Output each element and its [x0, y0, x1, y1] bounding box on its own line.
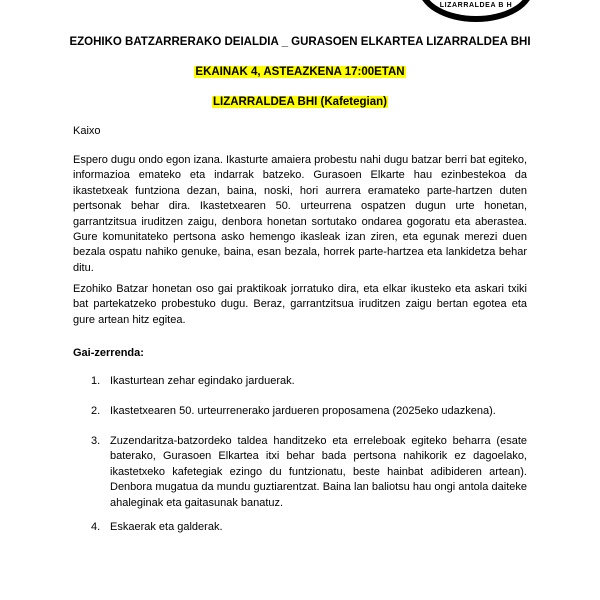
paragraph-intro: Espero dugu ondo egon izana. Ikasturte amaiera probestu nahi dugu batzar berri bat egiteko, informazioa emateko eta indarrak batzeko. Gurasoen Elkarte hau ezinbestekoa da ikastetxeak funtziona dezan, baina, noski, hori aurrera eramateko parte-hartzen duten pertsonak behar dira. Ikastetxearen 50. urteurrena ospatzen dugun urte honetan, garrantzitsua iruditzen zaigu, denbora honetan sortutako ondarea gogoratu eta aberastea. Gure komunitateko pertsona asko hemengo ikasleak izan ziren, eta egunak merezi duen bezala ospatu nahiko genuke, baina, esan bezala, horrek parte-hartzea eta lankidetza behar ditu.	[73, 154, 527, 274]
logo-text: LIZARRALDEA B H	[439, 2, 513, 9]
agenda-item-number: 1.	[91, 375, 101, 387]
paragraph-meeting: Ezohiko Batzar honetan oso gai praktikoak jorratuko dira, eta elkar ikusteko eta askari txiki bat partekatzeko probestuko dugu. Beraz, garrantzitsua iruditzen zaigu bertan egotea eta gure artean hitz egitea.	[73, 283, 527, 326]
agenda-item-text: Ikastetxearen 50. urteurrenerako jardueren proposamena (2025eko udazkena).	[110, 405, 496, 417]
agenda-item	[91, 374, 527, 389]
agenda-item	[91, 434, 527, 511]
document-title: EZOHIKO BATZARRERAKO DEIALDIA _ GURASOEN ELKARTEA LIZARRALDEA BHI	[69, 36, 531, 48]
date-highlight: EKAINAK 4, ASTEAZKENA 17:00ETAN	[195, 66, 405, 78]
agenda-item-text: Ikasturtean zehar egindako jarduerak.	[110, 375, 295, 387]
agenda-item	[91, 520, 527, 535]
agenda-item	[91, 404, 527, 419]
agenda-item-text: Zuzendaritza-batzordeko taldea handitzeko eta erreleboak egiteko beharra (esate baterako, Gurasoen Elkartea itxi behar bada pertsona nahikorik ez dagoelako, ikastetxeko kafetegiak ezingo du funtzionatu, beste hainbat adibideren artean). Denbora mugatua da mundu guztiarentzat. Baina lan baliotsu hau ongi antola daiteke ahaleginak eta gaitasunak banatuz.	[110, 435, 527, 509]
agenda-title: Gai-zerrenda:	[73, 347, 144, 359]
place-highlight: LIZARRALDEA BHI (Kafetegian)	[213, 96, 387, 108]
agenda-item-number: 3.	[91, 435, 101, 447]
date-line	[0, 66, 600, 78]
greeting: Kaixo	[73, 125, 101, 137]
place-line	[0, 96, 600, 108]
agenda-item-text: Eskaerak eta galderak.	[110, 521, 223, 533]
agenda-item-number: 2.	[91, 405, 101, 417]
agenda-item-number: 4.	[91, 521, 101, 533]
